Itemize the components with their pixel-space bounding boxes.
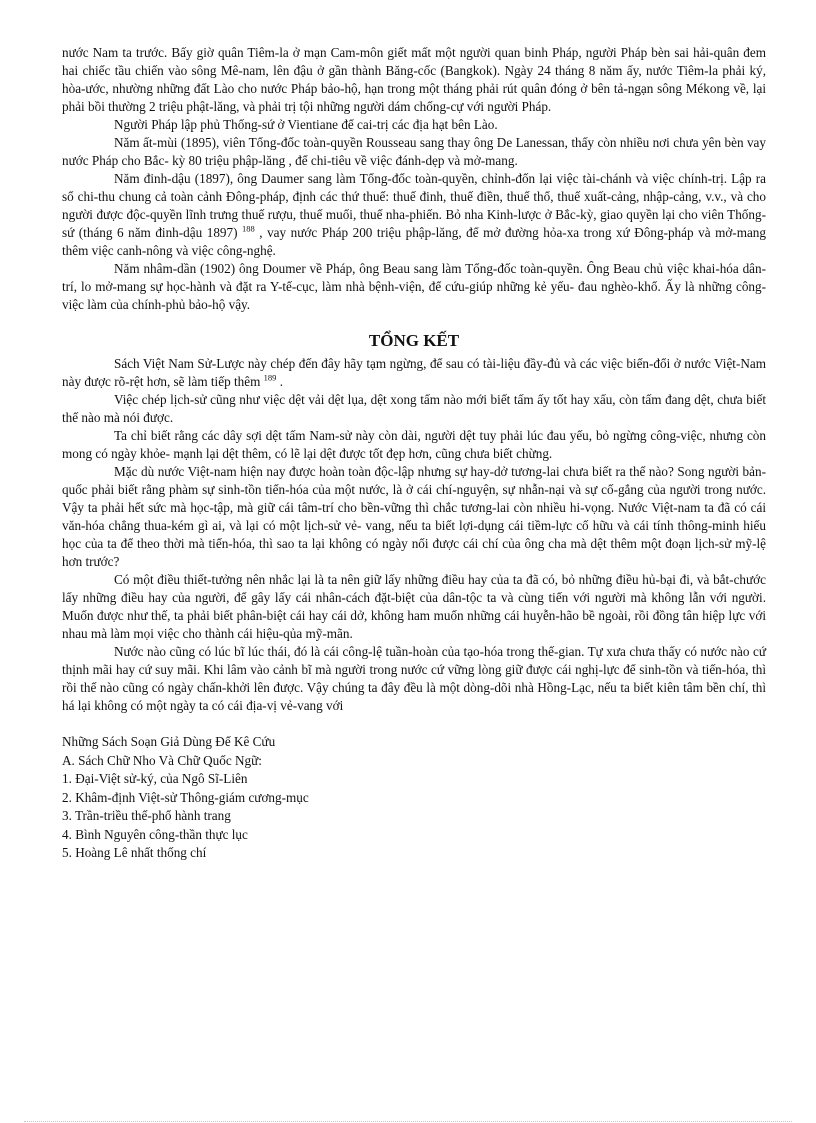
paragraph-cycle: Nước nào cũng có lúc bĩ lúc thái, đó là cái công-lệ tuần-hoàn của tạo-hóa trong thế-gian. Tự xưa chưa thấy có nước nào cứ thịnh mãi hay cứ suy mãi. Khi lâm vào cảnh bĩ mà người trong nước cứ vững lòng giữ được cái nghị-lực để sinh-tồn và tiến-hóa, thì rồi thế nào cũng có ngày chấn-khởi lên được. Vậy chúng ta đây đều là một dòng-dõi nhà Hồng-Lạc, nếu ta biết kiên tâm bền chí, thì há lại không có một ngày ta có cái địa-vị vẻ-vang với <box>62 644 766 713</box>
paragraph-threads: Ta chỉ biết rằng các dây sợi dệt tấm Nam-sử này còn dài, người dệt tuy phải lúc đau yếu, bỏ ngừng công-việc, nhưng còn mong có ngày khỏe- mạnh lại dệt thêm, có lẽ lại dệt được tốt đẹp hơn, cũng chưa biết chừng. <box>62 428 766 461</box>
footnote-ref-189[interactable]: 189 <box>263 372 277 383</box>
paragraph-tradition: Có một điều thiết-tưởng nên nhắc lại là ta nên giữ lấy những điều hay của ta đã có, bỏ những điều hủ-bại đi, và bắt-chước lấy những điều hay của người, để gây lấy cái nhân-cách đặt-biệt của dân-tộc ta và cùng tiến với người mà không lẫn với người. Muốn được như thế, ta phải biết phân-biệt cái hay cái dở, không ham muốn những cái huyễn-hão bề ngoài, rồi đồng tân hiệp lực với nhau mà làm mọi việc cho thành cái hiệu-qủa mỹ-mãn. <box>62 572 766 641</box>
references-heading: Những Sách Soạn Giả Dùng Để Kê Cứu <box>62 734 276 749</box>
spacer <box>62 715 766 733</box>
reference-item: 1. Đại-Việt sử-ký, của Ngô Sĩ-Liên <box>62 771 248 786</box>
paragraph-vientiane: Người Pháp lập phủ Thống-sứ ở Vientiane để cai-trị các địa hạt bên Lào. <box>114 117 498 132</box>
paragraph-intro <box>62 355 766 391</box>
paragraph-daumer <box>62 170 766 260</box>
paragraph-rousseau: Năm ất-mùi (1895), viên Tổng-đốc toàn-quyền Rousseau sang thay ông De Lanessan, thấy còn nhiều nơi chưa yên bèn vay nước Pháp cho Bắc- kỳ 80 triệu phập-lăng , để chi-tiêu về việc đánh-dẹp và mở-mang. <box>62 135 766 168</box>
reference-item: 5. Hoàng Lê nhất thống chí <box>62 845 207 860</box>
reference-item: 3. Trần-triều thế-phổ hành trang <box>62 808 231 823</box>
page-bottom-divider <box>24 1121 792 1122</box>
footnote-ref-188[interactable]: 188 <box>242 223 255 234</box>
paragraph-intro-text-after: . <box>279 374 283 389</box>
section-title: TỔNG KẾT <box>368 331 460 350</box>
paragraph-continuation: nước Nam ta trước. Bấy giờ quân Tiêm-la ở mạn Cam-môn giết mất một người quan binh Pháp, người Pháp bèn sai hải-quân đem hai chiếc tầu chiến vào sông Mê-nam, lên đậu ở gần thành Băng-cốc (Bangkok). Ngày 24 tháng 8 năm ấy, nước Tiêm-la phải ký, hòa-ước, nhường những đất Lào cho nước Pháp bảo-hộ, hạn trong một tháng phải rút quân đóng ở bên tả-ngạn sông Mékong về, lại phải bồi thường 2 triệu phật-lăng, và phải trị tội những người dám chống-cự với người Pháp. <box>62 45 766 114</box>
document-page <box>62 44 766 863</box>
paragraph-intro-text-before: Sách Việt Nam Sử-Lược này chép đến đây hãy tạm ngừng, để sau có tài-liệu đầy-đủ và các việc biến-đổi ở nước Việt-Nam này được rõ-rệt hơn, sẽ làm tiếp thêm <box>62 356 766 389</box>
paragraph-daumer-text-before: Năm đinh-dậu (1897), ông Daumer sang làm Tổng-đốc toàn-quyền, chỉnh-đốn lại việc tài-chánh và việc chính-trị. Lập ra sổ chi-thu chung cả toàn cảnh Đông-pháp, định các thứ thuế: thuế đinh, thuế điền, thuế thổ, thuế xuất-cảng, nhập-cảng, v.v., và cho người được độc-quyền lĩnh trưng thuế rượu, thuế muối, thuế nha-phiến. Bỏ nha Kinh-lược ở Bắc-kỳ, giao quyền lại cho viên Thống-sứ (tháng 6 năm đinh-dậu 1897) <box>62 171 766 240</box>
paragraph-daumer-text-after: , vay nước Pháp 200 triệu phập-lăng, để mở đường hỏa-xa trong xứ Đông-pháp và mở-mang thêm việc canh-nông và việc công-nghệ. <box>62 225 766 258</box>
paragraph-beau: Năm nhâm-dần (1902) ông Doumer về Pháp, ông Beau sang làm Tổng-đốc toàn-quyền. Ông Beau chủ việc khai-hóa dân-trí, lo mở-mang sự học-hành và đặt ra Y-tế-cục, làm nhà bệnh-viện, để cứu-giúp những kẻ yếu- đau nghèo-khổ. Ấy là những công-việc làm của chính-phủ bảo-hộ vậy. <box>62 261 766 312</box>
paragraph-independence: Mặc dù nước Việt-nam hiện nay được hoàn toàn độc-lập nhưng sự hay-dở tương-lai chưa biết ra thế nào? Song người bản-quốc phải biết rằng phàm sự sinh-tồn tiến-hóa của một nước, là ở cái chí-nguyện, sự nhẫn-nại và sự cố-gắng của người trong nước. Vậy ta phải hết sức mà học-tập, mà giữ cái tâm-trí cho bền-vững thì chắc tương-lai còn nhiều hi-vọng. Nước Việt-nam ta đã có cái văn-hóa chẳng thua-kém gì ai, và lại có một lịch-sử vẻ- vang, nếu ta biết lợi-dụng cái tiềm-lực cố hữu và cái tính thông-minh hiếu học của ta để theo thời mà tiến-hóa, thì sao ta lại không có ngày nối được cái chí của ông cha mà dệt thêm một đoạn lịch-sử mỹ-lệ hơn trước? <box>62 464 766 569</box>
references-list <box>62 733 766 863</box>
references-subheading: A. Sách Chữ Nho Và Chữ Quốc Ngữ: <box>62 752 262 768</box>
reference-item: 4. Bình Nguyên công-thần thực lục <box>62 826 248 842</box>
reference-item: 2. Khâm-định Việt-sử Thông-giám cương-mục <box>62 789 309 805</box>
paragraph-weaving: Việc chép lịch-sử cũng như việc dệt vải dệt lụa, dệt xong tấm nào mới biết tấm ấy tốt hay xấu, còn tấm đang dệt, chưa biết thế nào mà nói được. <box>62 392 766 425</box>
